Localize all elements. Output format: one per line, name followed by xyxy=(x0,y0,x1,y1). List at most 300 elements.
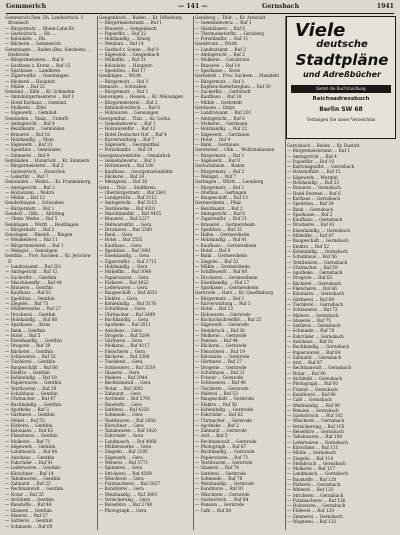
directory-entry: — Baustoffe ... Ruf 48 xyxy=(5,503,52,509)
directory-entry: — Amtsgericht ... Ruf 4 xyxy=(5,121,55,127)
directory-column-1 xyxy=(5,16,95,530)
directory-entry: — Putzmacherei ... Ruf 126 xyxy=(287,498,346,504)
directory-entry: — Baustoffe ... Gera xyxy=(99,402,142,408)
directory-entry: — Rechtsanwalt ... Genthin xyxy=(5,487,64,493)
directory-entry: — Bank ... Gera xyxy=(99,233,133,239)
directory-entry: — Notar ... Ruf 35 xyxy=(5,492,44,498)
directory-entry: — Wollwarenfbr. ... Gera xyxy=(99,222,152,228)
directory-entry: — Baustoffe ... Ruf 120 xyxy=(287,477,337,483)
directory-entry: — Fahrräder ... Gernsbach xyxy=(287,334,344,340)
directory-entry: — Lederwaren ... Gera xyxy=(99,286,148,292)
directory-entry: — Druckerei ... Genthin xyxy=(5,312,56,318)
directory-entry: — Brauerei ... Germersheim xyxy=(195,222,255,228)
directory-entry: — Sparkasse ... Kreis xyxy=(195,68,241,74)
directory-entry: — Rechtsanwalt ... Gernsbach xyxy=(287,366,352,372)
directory-entry: — Sattlerei ... Gernsbach xyxy=(287,324,341,330)
directory-entry: — Gemeindeverw. ... Ruf 1 xyxy=(195,21,252,27)
advertisement-box xyxy=(286,16,396,139)
directory-entry: — Amtsgericht ... Ruf 3115 xyxy=(99,201,157,207)
directory-entry: — Färberei ... Genthin xyxy=(5,423,53,429)
directory-entry: — Elektro ... Ruf 52 xyxy=(287,244,329,250)
header-left-keyword: Gemmerich xyxy=(6,3,47,10)
directory-entry: — Zimmerei ... Ruf 9 xyxy=(5,153,50,159)
directory-entry: — Bäckerei ... Ruf 24 xyxy=(99,174,145,180)
directory-entry: — Bürgermstr. ... Ruf 2 xyxy=(195,169,245,175)
directory-entry: — Textilwaren ... Gernrode xyxy=(195,460,253,466)
directory-entry: — Textilwaren ... Ruf 2856 xyxy=(99,418,156,424)
directory-entry: — Holzhandlg. ... Ruf 23 xyxy=(287,181,340,187)
directory-entry: — Ziegelei ... Ruf 73 xyxy=(5,302,49,308)
directory-entry: — Sparkasse ... Germersheim xyxy=(195,286,259,292)
directory-entry: Gerbstedt ... Prov. Sachsen ... Mansfeld xyxy=(195,74,279,80)
directory-entry: — Baugeschäft ... Ruf 13 xyxy=(195,196,248,202)
directory-entry: — Sägewerk ... Murgtal xyxy=(287,175,338,181)
directory-entry: — Bürgermstr. ... Ruf 2 xyxy=(5,227,55,233)
directory-entry: — Bürgermstr. ... Rhein-Lahn-Kr. xyxy=(5,26,75,32)
directory-entry: — Kolonialw. ... Hauptstr. xyxy=(99,63,153,69)
directory-entry: Gemmerich Fam. Eh. Landwirtsch. 1 Braubach xyxy=(5,16,84,27)
directory-entry: — Amtsgericht ... Ruf 5 xyxy=(195,53,245,59)
directory-entry: — Buchhandlg. ... Gernsbach xyxy=(287,345,350,351)
directory-entry: — Mühle ... Ruf 22 xyxy=(5,84,45,90)
directory-entry: — Kolonialw. ... Gernsbach xyxy=(287,292,344,298)
directory-entry: — Schiffswerft ... Ruf 60 xyxy=(195,270,248,276)
directory-entry: — Kohlenhdlg. ... Ruf 3176 xyxy=(99,302,157,308)
directory-entry: — Gärtnerei ... Ruf 69 xyxy=(287,297,334,303)
directory-entry: — Kürschner ... Gera xyxy=(99,423,144,429)
directory-entry: — Apotheke ... Gernsbach xyxy=(287,271,343,277)
directory-entry: Gera ... Thür. ... Stadtkreis xyxy=(99,185,156,191)
directory-entry: — Konditorei ... Ruf 81 xyxy=(195,487,244,493)
ad-line-deutsche: deutsche xyxy=(316,39,368,50)
directory-entry: — Konditorei ... Gera xyxy=(99,487,144,493)
directory-entry: — Molkerei ... Ruf 4117 xyxy=(99,344,150,350)
directory-entry: — Ziegelei ... Ruf 2185 xyxy=(99,450,148,456)
directory-entry: — Weingut ... Gensingen xyxy=(5,249,58,255)
directory-entry: — Malerei ... Ruf 57 xyxy=(5,513,48,519)
directory-entry: — Fahrräder ... Ruf 62 xyxy=(195,413,243,419)
directory-entry: — Obstbau ... Gerlingen xyxy=(195,190,247,196)
directory-entry: Genkingen ... Württ. ... Reutlingen xyxy=(5,222,79,228)
directory-entry: — Glaserei ... Gera xyxy=(99,370,140,376)
directory-entry: — Tischlerei ... Genthin xyxy=(5,360,56,366)
directory-entry: Gemünd ... Eifel ... Kr. Schleiden xyxy=(5,90,75,96)
directory-entry: — Sägewerk ... Ruf 31 xyxy=(5,143,53,149)
directory-entry: — Tabakwaren ... Genthin xyxy=(5,476,61,482)
directory-entry: — Holzhandlg. ... Gera xyxy=(99,264,148,270)
directory-entry: — Kaufhaus ... Gera xyxy=(99,243,142,249)
directory-entry: — Uhrmacher ... Ruf 59 xyxy=(287,265,338,271)
directory-entry: — Schuhhaus ... Gera xyxy=(99,307,146,313)
directory-entry: — Papierwaren ... Genthin xyxy=(5,381,62,387)
directory-entry: — Landmasch. ... Ruf 4068 xyxy=(99,439,157,445)
directory-entry: — Gastwirtsch. ... Ruf 84 xyxy=(195,498,249,504)
directory-entry: — Kolonialw. ... Gernrode xyxy=(195,355,250,360)
directory-entry: — Papierfbr. ... Ruf 10 xyxy=(287,159,335,165)
directory-entry: — Holzhandlg. ... Ruf 41 xyxy=(195,238,248,244)
directory-entry: — Schuhhaus ... Ruf 31 xyxy=(195,370,245,376)
directory-entry: — Uhrmacher ... Gernrode xyxy=(195,418,252,424)
directory-entry: — Schmiede ... Ruf 69 xyxy=(5,524,53,530)
directory-entry: — Versicherung ... Ruf 105 xyxy=(287,424,345,430)
directory-entry: — Fleischerei ... Gera xyxy=(99,349,146,355)
directory-entry: — Kaufhaus ... Germersheim xyxy=(195,243,257,249)
header-page-number: — 141 — xyxy=(178,3,208,10)
directory-entry: Gengenbach ... Baden ... Kr. Offenburg xyxy=(99,16,182,21)
directory-entry: — Pension ... Gernrode xyxy=(195,503,245,509)
directory-entry: — Hotel ... Ruf 12 xyxy=(195,307,233,313)
directory-entry: — Weingut ... Ruf 7 xyxy=(195,174,237,180)
directory-entry: — Elektro ... Ruf 58 xyxy=(195,402,237,408)
directory-entry: — Molkerei ... Ruf 117 xyxy=(287,467,336,473)
directory-entry: — Brauerei ... Ruf 14 xyxy=(195,63,240,69)
directory-entry: — Porzellanfbr. ... Ruf 11 xyxy=(195,37,249,43)
directory-entry: — Chem. Werke ... Ruf 5 xyxy=(5,217,58,223)
directory-entry: — Sägewerk ... Georgenthal xyxy=(99,143,159,149)
directory-entry: — Eisenhandlg. ... Genthin xyxy=(5,339,62,345)
directory-entry: — Bürgermeisterei ... Ruf 2 xyxy=(99,100,158,106)
directory-entry: — Spedition ... Ruf 3901 xyxy=(99,249,152,255)
directory-entry: Gerlachsheim ... Baden xyxy=(195,164,245,170)
directory-entry: — Möbelfbr. ... Ruf 47 xyxy=(287,234,334,240)
directory-entry: — Druckerei ... Ruf 41 xyxy=(287,223,335,229)
directory-entry: — Wagnerei ... Ruf 132 xyxy=(287,520,337,526)
directory-entry: — Arzt ... Ruf 5 xyxy=(195,434,228,440)
directory-entry: — Architekt ... Ruf 2791 xyxy=(99,397,151,403)
directory-entry: — Amtsgericht ... Ruf 4 xyxy=(287,154,337,160)
directory-entry: — Zigarrenfbr. ... Ruf 21 xyxy=(195,217,248,223)
ad-headline: Viele xyxy=(295,20,346,41)
directory-entry: — Malerei ... Gernsbach xyxy=(287,313,339,319)
directory-entry: — Reisebüro ... Gernsbach xyxy=(287,430,344,436)
directory-entry: — Holzhandlg. ... Kinzig xyxy=(99,37,151,43)
directory-entry: — Eisenhandlg. ... Gernsbach xyxy=(287,228,350,234)
directory-entry: — Kuckucksuhrenfbr. ... Ruf 25 xyxy=(195,317,262,323)
directory-entry: — Zahnarzt ... Ruf 23 xyxy=(5,482,51,488)
directory-entry: — Kaufhaus ... Ruf 61 xyxy=(5,291,52,297)
directory-entry: Gerdauen ... Ostpr. xyxy=(195,106,236,112)
directory-entry: — Bäckerei ... Hauptstr. xyxy=(5,79,56,85)
directory-entry: — Apotheke ... Ruf 2 xyxy=(195,423,239,429)
directory-entry: — Konditorei ... Ruf 96 xyxy=(287,392,336,398)
directory-entry: — Gastwirtsch. ... Rh. ... xyxy=(5,31,57,37)
directory-entry: — Tischlerei ... Gera xyxy=(99,360,143,366)
directory-entry: — Eisenhandlg. ... Ruf 17 xyxy=(195,280,250,286)
directory-entry: — Kurhaus ... Gernsbach xyxy=(287,196,341,202)
directory-entry: — Mühlenwerke ... Ruf 27 xyxy=(5,307,61,313)
directory-entry: — Gemeindeverw. ... Ruf 1 xyxy=(99,159,156,165)
directory-entry: — Steinbruch ... Ruf 38 xyxy=(195,328,245,334)
directory-entry: — Spedition ... Ruf 33 xyxy=(195,227,242,233)
directory-entry: — Textilwaren ... Ruf 29 xyxy=(5,386,57,392)
directory-entry: — Holzwaren ... Gernsbach xyxy=(287,504,346,510)
directory-entry: — Sägewerk ... Gernrode xyxy=(195,323,249,329)
directory-entry: — Malerei ... Ruf 2944 xyxy=(99,376,148,382)
directory-entry: — Gärtnerei ... Gera xyxy=(99,339,143,345)
directory-entry: — Metzgerei ... Ruf 36 xyxy=(99,180,148,186)
directory-entry: — Amtsgericht ... Ruf 8 xyxy=(195,116,245,122)
directory-column-3 xyxy=(195,16,283,526)
directory-entry: — Mühle ... Germersheim xyxy=(195,264,250,270)
directory-entry: — Rechtsanwalt ... Gera xyxy=(99,381,151,387)
directory-entry: — Holzwaren ... Wohra xyxy=(5,190,55,196)
directory-entry: — Baugeschäft ... Gernsbach xyxy=(287,239,349,245)
directory-entry: — Glaserei ... Ruf 75 xyxy=(287,318,331,324)
directory-entry: — Brauerei ... Genthin xyxy=(5,286,53,292)
directory-entry: — Baugeschäft ... Gernrode xyxy=(195,397,254,403)
directory-entry: — Bäckerei ... Genthin xyxy=(5,349,54,355)
directory-entry: — Amtsgericht ... Ruf 12 xyxy=(5,270,58,276)
directory-entry: — Molkerei ... Ruf 71 xyxy=(5,439,51,445)
directory-entry: — Lederwaren ... Genthin xyxy=(5,466,61,472)
directory-entry: — Weberei ... Ruf 3771 xyxy=(99,460,149,466)
directory-entry: — Bürgermstr. ... Ruf 3 xyxy=(99,79,149,85)
directory-entry: — Weinhandlg. ... Ruf 3893 xyxy=(99,492,158,498)
directory-entry: — Photograph ... Ruf 67 xyxy=(195,445,247,451)
directory-entry: Genthin ... Prov. Sachsen ... Kr. Jerichow II xyxy=(5,254,91,265)
directory-entry: — Mühle ... Gerbstedt xyxy=(195,100,243,106)
directory-entry: — Molkerei ... Gerdauen xyxy=(195,121,248,127)
directory-entry: — Flößerei ... Ruf 129 xyxy=(287,509,334,515)
directory-entry: — Bürgermeisterei ... Ruf 2 xyxy=(5,164,64,170)
directory-entry: — Apotheke ... Ruf 3 xyxy=(5,407,49,413)
directory-entry: — Bank ... Gerdauen xyxy=(195,143,240,149)
directory-entry: — Färberei ... Gernsbach xyxy=(287,483,341,488)
directory-entry: — Sparkasse ... Kreis xyxy=(5,323,51,329)
directory-entry: — Gastwirtsch. ... Ruf 102 xyxy=(287,414,343,420)
directory-entry: — Brauerei ... Gengenbach xyxy=(99,26,157,32)
column-divider xyxy=(97,16,98,530)
directory-entry: — Schlosserei ... Ruf 72 xyxy=(287,308,338,314)
directory-entry: — Zahnarzt ... Gernsbach xyxy=(287,355,342,361)
directory-entry: — Spedition ... Gemünden xyxy=(5,148,61,154)
directory-entry: — Druckerei ... Germersheim xyxy=(195,275,258,281)
directory-entry: — Kaufhaus ... Gernsbach xyxy=(287,218,343,224)
directory-entry: — Hotel Kurhaus ... Gemünd xyxy=(5,100,67,106)
directory-entry: — Bäckerei ... Ruf 2368 xyxy=(99,355,150,360)
directory-entry: — Friseur ... Gernsbach xyxy=(287,387,338,393)
directory-entry: — Hotel ... Ruf 5 xyxy=(5,333,41,339)
directory-entry: — Pension ... Ruf 44 xyxy=(195,339,238,345)
directory-entry: — Drogerie ... Ruf 3284 xyxy=(99,333,150,339)
directory-entry: Genkingen ... Württ. xyxy=(99,74,143,80)
directory-entry: — Bürgermstr. ... Ruf 1 xyxy=(99,90,149,96)
directory-entry: — Fleischerei ... Ruf 19 xyxy=(195,349,245,355)
directory-entry: — Friseur ... Gernrode xyxy=(195,376,244,382)
directory-entry: — Gasthaus z. Krone ... Ruf 15 xyxy=(5,63,71,69)
directory-entry: — Kohlenhdlg. ... Gernsbach xyxy=(287,249,348,255)
directory-entry: — Holzhandlg. ... Main xyxy=(5,137,54,143)
directory-entry: — Hotel Sternen ... Ruf 6 xyxy=(287,191,341,197)
directory-entry: — Bahnhofswirtsch. ... Ruf 8 xyxy=(99,106,160,112)
directory-entry: — Kolonialw. ... Ruf 62 xyxy=(5,429,54,435)
directory-entry: — Holzhandlg. ... Ruf 22 xyxy=(195,127,248,133)
directory-entry: Geretsried ... Obb. ... Wolfratshausen xyxy=(195,148,275,154)
directory-entry: — Tischlerei ... Gernsbach xyxy=(287,302,344,308)
directory-entry: — Zigarrenfbr. ... Ruf 2712 xyxy=(99,259,157,265)
directory-entry: — Holzwarenfbr. ... Ruf 12 xyxy=(99,127,156,133)
directory-entry: — Fahrräder ... Gera xyxy=(99,434,144,440)
directory-entry: — Landmasch. ... Ruf 84 xyxy=(5,450,58,456)
directory-entry: — Holzhandlg. ... Ruf 88 xyxy=(5,317,58,323)
directory-entry: — Maschinenfbr. ... Ruf 44 xyxy=(5,280,62,286)
column-divider xyxy=(193,16,194,530)
ad-line-adressbuecher: und Adreßbücher xyxy=(303,70,381,79)
directory-entry: — Schuhhaus ... Ruf 56 xyxy=(287,255,337,261)
ad-publisher: Reichsadressbuch xyxy=(312,96,370,102)
directory-entry: — Architekt ... Gernsbach xyxy=(287,377,343,383)
directory-entry: — Notar ... Ruf 3602 xyxy=(99,386,144,392)
directory-entry: — Spedition ... Ruf 17 xyxy=(99,68,146,74)
directory-entry: — Bank ... Genthin xyxy=(5,328,46,334)
directory-entry: — Zahnarzt ... Gernrode xyxy=(195,429,247,435)
directory-entry: — Molkerei ... Gernrode xyxy=(195,333,247,339)
directory-entry: — Papierfbr. ... Ruf 22 xyxy=(99,31,147,37)
directory-entry: — Weinhandlg. ... Ruf 99 xyxy=(287,403,340,409)
directory-entry: — Sägewerk ... Gemünd xyxy=(5,111,57,117)
directory-entry: — Holzwaren ... Gernrode xyxy=(195,312,251,318)
directory-entry: — Bürgermstr. ... Ruf 1 xyxy=(195,296,245,302)
directory-entry: Gernrode ... Harz ... Kr. Quedlinburg xyxy=(195,291,274,297)
directory-entry: — Kohlenhdlg. ... Gernrode xyxy=(195,407,254,413)
directory-entry: — Autohaus ... Genthin xyxy=(5,455,55,461)
directory-entry: — Bürgermstr. ... Ruf 1 xyxy=(195,79,245,85)
directory-entry: — Brauerei ... Ruf 16 xyxy=(5,132,50,138)
directory-entry: — Molkerei ... Gerabronn xyxy=(195,58,250,64)
directory-entry: — Café ... Gernsbach xyxy=(287,398,332,404)
directory-entry: Gemünden ... Hunsrück ... Kr. Simmern xyxy=(5,159,90,165)
directory-entry: — Glaserei ... Genthin xyxy=(5,508,52,514)
directory-entry: — Fleischerei ... Genthin xyxy=(5,434,58,440)
directory-entry: — Kartonagenfbr. ... Gernsbach xyxy=(287,165,355,171)
directory-entry: Gensingen ... Rheinh. ... Bingen xyxy=(5,233,73,239)
directory-entry: — Gasthof z. Sonne ... Ruf 9 xyxy=(99,47,159,53)
directory-entry: — Bürgermstr. ... Ruf 1 xyxy=(195,185,245,191)
directory-entry: — Sägewerk ... Gera xyxy=(99,455,143,461)
directory-entry: — Tabakwaren ... Ruf 108 xyxy=(287,435,343,441)
directory-entry: — Kaufhaus ... Ruf 18 xyxy=(195,95,242,101)
header-right-keyword: Gernsbach xyxy=(262,3,300,10)
page-header xyxy=(6,3,394,13)
directory-entry: — Zimmerei ... Gernsbach xyxy=(287,514,343,520)
directory-entry: — Mühle ... Ruf 12 xyxy=(5,196,45,202)
directory-entry: — Uhrmacher ... Ruf 2499 xyxy=(99,312,156,318)
directory-entry: — Tischlerei ... Gernrode xyxy=(195,386,249,392)
directory-entry: — Versicherung ... Gera xyxy=(99,498,150,504)
directory-entry: — Reisebüro ... Ruf 2740 xyxy=(99,503,153,509)
directory-entry: — Bürgermeisterei ... Ruf 1 xyxy=(5,243,64,249)
directory-entry: — Kupferschieferbergbau ... Ruf 30 xyxy=(195,84,271,90)
directory-entry: Georgsmarienhütte ... Osnabrück xyxy=(99,153,171,159)
directory-entry: — Papierwaren ... Gera xyxy=(99,275,149,281)
directory-entry: — Bezirksamt ... Ruf 2 xyxy=(195,206,243,212)
directory-entry: — Hotel ... Ruf 9 xyxy=(195,249,231,255)
directory-entry: Gemmingen ... Baden (Bez. Sinsheim) ... Heilbronn xyxy=(5,47,91,59)
directory-entry: Genderkingen ... Schwaben xyxy=(5,201,64,207)
directory-entry: — Kaufhaus ... Georgsmarienhütte xyxy=(99,169,173,175)
directory-entry: — Kürschner ... Ruf 14 xyxy=(5,471,54,477)
directory-entry: — Sattlerei ... Genthin xyxy=(5,519,53,525)
directory-entry: — Schlosserei ... Ruf 3539 xyxy=(99,365,156,371)
directory-entry: — Buchhandlg. ... Gera xyxy=(99,317,149,323)
directory-entry: — Buchhandlg. ... Genthin xyxy=(5,402,62,408)
directory-entry: — Gastwirtsch. ... Hunsrück xyxy=(5,169,65,175)
directory-entry: — Möbelfbr. ... Ruf 31 xyxy=(99,58,146,64)
directory-entry: — Sägewerk ... Gerdauen xyxy=(195,132,250,138)
directory-entry: — Drogerie ... Gernrode xyxy=(195,365,247,371)
directory-entry: — Holzstoffabr. ... Ruf 15 xyxy=(287,170,341,176)
directory-entry: — Bank ... Gernsbach xyxy=(287,207,334,213)
directory-entry: — Färberei ... Ruf 4022 xyxy=(99,280,149,286)
directory-entry: — Gärtnerei ... Ruf 27 xyxy=(195,360,242,366)
directory-entry: Gerlingen ... Württ. ... Leonberg xyxy=(195,180,264,186)
directory-entry: — Mühlenwerke ... Gera xyxy=(99,445,152,451)
directory-entry: — Hotel ... Ruf 2555 xyxy=(99,238,143,244)
directory-entry: — Weinbau ... Ruf 14 xyxy=(99,42,144,48)
directory-entry: Gernsbach ... Baden ... Kr. Rastatt xyxy=(287,144,360,149)
directory-entry: — Fleischerei ... Ruf 66 xyxy=(287,287,337,293)
ad-city: Berlin SW 68 xyxy=(319,106,363,113)
directory-entry: — Bürgermeisteramt ... Ruf 1 xyxy=(287,149,350,155)
directory-entry: — Weinkellerei ... Ruf 11 xyxy=(5,238,58,244)
directory-entry: — Drogerie ... Ruf 39 xyxy=(5,344,51,350)
directory-entry: — Landratsamt ... Ruf 2 xyxy=(195,47,246,53)
directory-entry: — Kürschner ... Ruf 111 xyxy=(287,445,339,451)
directory-entry: — Spedition ... Ruf 34 xyxy=(287,202,334,208)
directory-entry: — Sparkasse ... Landkreis xyxy=(5,68,61,74)
directory-entry: — Brauerei ... Gernsbach xyxy=(287,186,341,192)
ad-band: bietet die Buchhandlung xyxy=(291,85,391,93)
directory-entry: — Weberei ... Ruf 123 xyxy=(287,488,334,494)
directory-entry: — Zuckerfbr. ... Gerbstedt xyxy=(195,90,251,96)
directory-entry: — Arzt ... Ruf 87 xyxy=(287,361,323,367)
directory-entry: — Uhrmacher ... Ruf 47 xyxy=(5,397,56,403)
directory-entry: — Wäscherei ... Gera xyxy=(99,476,144,482)
directory-entry: Gerabronn ... Württ. xyxy=(195,42,239,48)
directory-entry: — Bürgermstr. ... Ruf 1 xyxy=(5,206,55,212)
directory-entry: — Bäckerei ... Gernrode xyxy=(195,344,247,350)
directory-entry: — Bürgermeisterei ... Ruf 8 xyxy=(5,58,64,64)
directory-entry: — Landgericht ... Ruf 3112 xyxy=(99,196,157,202)
directory-entry: — Lederfbr. ... Ruf 7 xyxy=(5,174,49,180)
directory-entry: — Rechtsanwalt ... Gernrode xyxy=(195,439,257,445)
directory-entry: Gendorf ... Obb. ... Altötting xyxy=(5,211,65,217)
directory-entry: — Schmiede ... Ruf 78 xyxy=(287,329,335,335)
directory-entry: — Photograph ... Ruf 93 xyxy=(287,382,339,388)
ad-footnote: Verlangen Sie unser Verzeichnis xyxy=(306,117,376,122)
directory-entry: — Mühle ... Gernsbach xyxy=(287,451,336,457)
directory-entry: — Hotel Deutscher Hof ... Ruf 4 xyxy=(99,132,167,138)
directory-entry: — Textilwaren ... Gernsbach xyxy=(287,260,348,266)
directory-entry: — Amtsgericht ... Ruf 6 xyxy=(195,211,245,217)
directory-entry: — Amtsbürgermeisterei ... Ruf 1 xyxy=(5,95,75,101)
directory-entry: — Drogerie ... Ruf 63 xyxy=(287,276,333,282)
directory-entry: — Sägewerk ... Genthin xyxy=(5,445,56,451)
directory-entry: — Gärtnerei ... Genthin xyxy=(5,413,55,419)
directory-entry: — Kurverwaltung ... Ruf 3 xyxy=(195,302,251,308)
ad-line-stadtplaene: Stadtpläne xyxy=(295,51,389,69)
directory-entry: — Spedition ... Genthin xyxy=(5,296,55,302)
directory-entry: — Putzmacherei ... Ruf 2627 xyxy=(99,482,161,488)
directory-column-4 xyxy=(287,144,395,530)
directory-entry: — Oberbürgermstr. ... Ruf 2841 xyxy=(99,190,167,196)
directory-entry: — Hüttenwerk ... Ruf 100 xyxy=(99,164,154,170)
directory-entry: — Landratsamt ... Ruf 201 xyxy=(5,264,62,270)
directory-entry: — Schuhhaus ... Genthin xyxy=(5,392,58,398)
directory-entry: Geraberg ... Thür. ... Kr. Arnstadt xyxy=(195,16,266,21)
directory-entry: — Baugeschäft ... Ruf 2633 xyxy=(99,291,158,297)
directory-entry: — Brauerei ... Ruf 2217 xyxy=(99,217,150,223)
